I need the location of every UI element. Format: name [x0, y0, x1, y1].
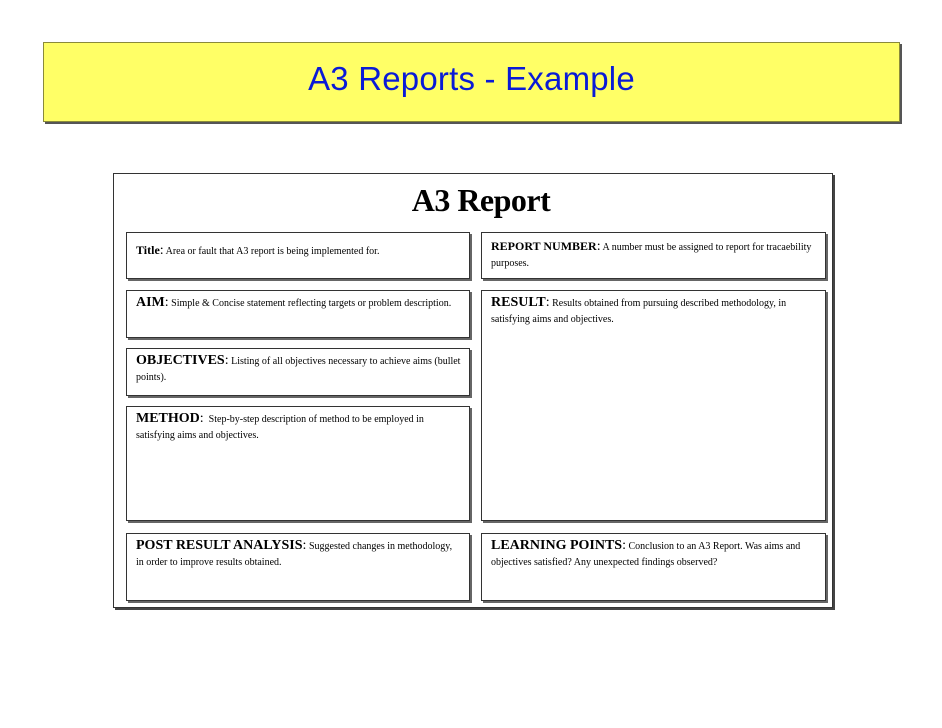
report-number-label: REPORT NUMBER [491, 239, 597, 253]
aim-section [126, 290, 470, 338]
method-section [126, 406, 470, 521]
report-number-description: A number must be assigned to report for tracaebility purposes. [491, 242, 812, 269]
report-number-section [481, 232, 826, 279]
learning-points-description: Conclusion to an A3 Report. Was aims and objectives satisfied? Any unexpected findings observed? [491, 541, 801, 568]
learning-points-section [481, 533, 826, 601]
aim-description: Simple & Concise statement reflecting targets or problem description. [171, 298, 452, 309]
method-label: METHOD [136, 411, 200, 426]
learning-points-label: LEARNING POINTS [491, 538, 623, 553]
post-result-analysis-description: Suggested changes in methodology, in order to improve results obtained. [136, 541, 453, 568]
aim-label: AIM [136, 295, 165, 310]
result-section [481, 290, 826, 521]
label-colon: : [302, 538, 307, 553]
label-colon: : [199, 411, 204, 426]
title-section-description: Area or fault that A3 report is being implemented for. [165, 246, 380, 257]
title-section [126, 232, 470, 279]
objectives-description: Listing of all objectives necessary to achieve aims (bullet points). [136, 356, 461, 383]
label-colon: : [596, 239, 601, 254]
label-colon: : [224, 353, 229, 368]
result-description: Results obtained from pursuing described methodology, in satisfying aims and objectives. [491, 298, 787, 325]
post-result-analysis-label: POST RESULT ANALYSIS [136, 538, 303, 553]
result-label: RESULT [491, 295, 546, 310]
title-section-label: Title [136, 243, 160, 257]
post-result-analysis-section [126, 533, 470, 601]
objectives-label: OBJECTIVES [136, 353, 225, 368]
a3-report-frame [113, 173, 833, 608]
slide-title: A3 Reports - Example [308, 60, 635, 97]
label-colon: : [164, 295, 169, 310]
objectives-section [126, 348, 470, 396]
method-description: Step-by-step description of method to be employed in satisfying aims and objectives. [136, 414, 424, 441]
slide-title-banner [43, 42, 900, 122]
label-colon: : [545, 295, 550, 310]
label-colon: : [622, 538, 626, 553]
report-heading: A3 Report [411, 182, 551, 218]
label-colon: : [159, 243, 164, 258]
